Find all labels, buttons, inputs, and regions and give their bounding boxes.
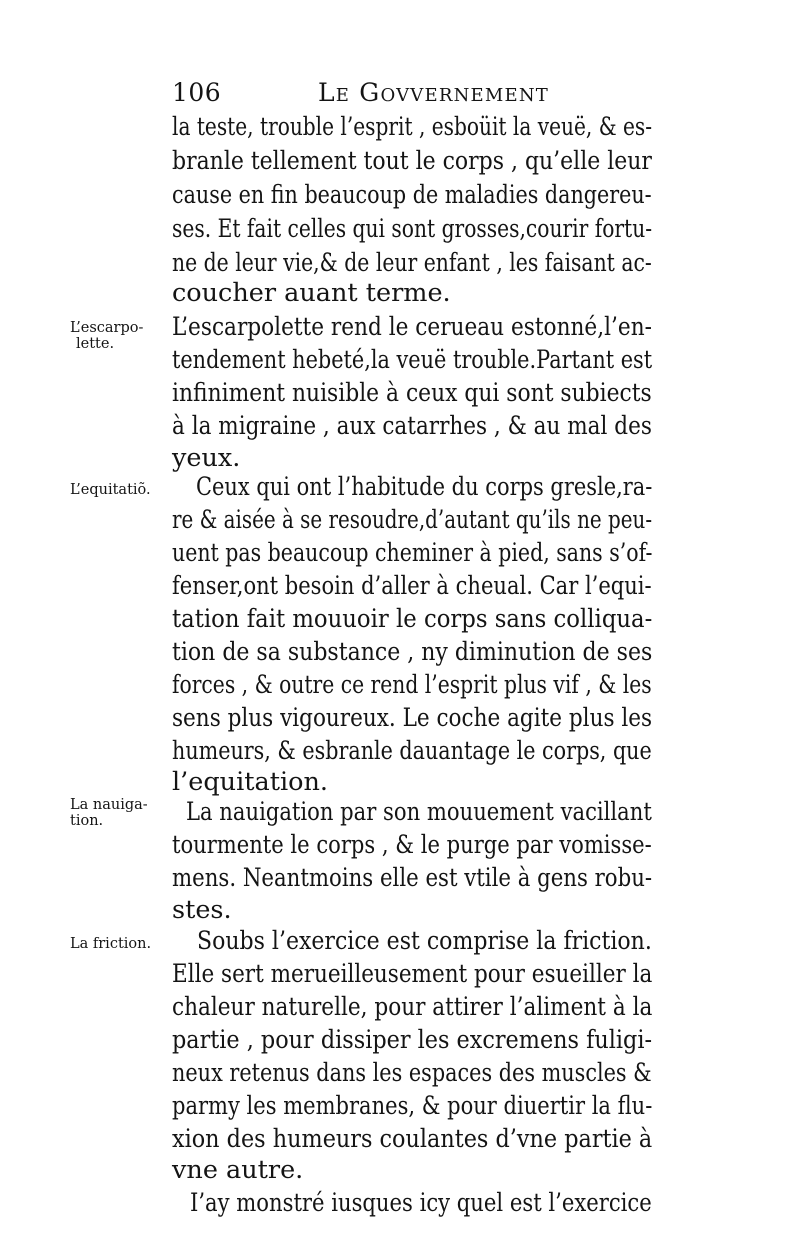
margin-note-friction xyxy=(70,936,180,952)
margin-note-line: L’escarpo- xyxy=(70,320,144,336)
text-line: La nauigation par son mouuement vacillant xyxy=(186,797,652,827)
text-line: partie , pour dissiper les excremens fuligi- xyxy=(172,1025,653,1055)
text-line: tourmente le corps , & le purge par vomisse- xyxy=(172,830,652,860)
text-line: stes. xyxy=(172,895,232,925)
text-line: L’escarpolette rend le cerueau estonné,l’en- xyxy=(172,312,652,342)
text-line: chaleur naturelle, pour attirer l’aliment à la xyxy=(172,992,653,1022)
text-line: neux retenus dans les espaces des muscles & xyxy=(172,1058,652,1088)
text-line: Soubs l’exercice est comprise la friction. xyxy=(197,926,652,956)
margin-note-escarpolette xyxy=(70,320,180,352)
margin-note-nauigation xyxy=(70,797,180,829)
margin-note-line: La friction. xyxy=(70,936,152,952)
text-line: infiniment nuisible à ceux qui sont subiects xyxy=(172,378,652,408)
running-head: Le Govvernement xyxy=(318,78,550,107)
margin-note-line: La nauiga- xyxy=(70,797,148,813)
text-line: Elle sert merueilleusement pour esueiller la xyxy=(172,959,653,989)
text-line: forces , & outre ce rend l’esprit plus vif , & les xyxy=(172,670,652,700)
text-line: xion des humeurs coulantes d’vne partie à xyxy=(172,1124,653,1154)
text-line: la teste, trouble l’esprit , esboüit la veuë, & es- xyxy=(172,112,653,142)
text-line: uent pas beaucoup cheminer à pied, sans s’of- xyxy=(172,538,653,568)
page-header xyxy=(172,78,652,114)
text-line: mens. Neantmoins elle est vtile à gens robu- xyxy=(172,863,653,893)
text-line: branle tellement tout le corps , qu’elle leur xyxy=(172,146,652,176)
text-line: yeux. xyxy=(172,443,241,473)
text-line: l’equitation. xyxy=(172,767,328,797)
text-line: humeurs, & esbranle dauantage le corps, que xyxy=(172,736,652,766)
text-line: tendement hebeté,la veuë trouble.Partant est xyxy=(172,345,653,375)
text-line: cause en fin beaucoup de maladies dangereu- xyxy=(172,180,652,210)
page-number: 106 xyxy=(172,78,222,107)
text-line: re & aisée à se resoudre,d’autant qu’ils ne peu- xyxy=(172,505,653,535)
text-line: vne autre. xyxy=(172,1155,304,1185)
text-line: fenser,ont besoin d’aller à cheual. Car l’equi- xyxy=(172,571,652,601)
text-line: tation fait mouuoir le corps sans colliqua- xyxy=(172,604,653,634)
text-line: ne de leur vie,& de leur enfant , les faisant ac- xyxy=(172,248,652,278)
margin-note-line: L’equitatiõ. xyxy=(70,482,151,498)
text-line: Ceux qui ont l’habitude du corps gresle,ra- xyxy=(196,472,653,502)
text-line: sens plus vigoureux. Le coche agite plus les xyxy=(172,703,653,733)
margin-note-line: tion. xyxy=(70,813,104,829)
text-line: parmy les membranes, & pour diuertir la flu- xyxy=(172,1091,653,1121)
text-line: tion de sa substance , ny diminution de ses xyxy=(172,637,653,667)
margin-note-equitation xyxy=(70,482,180,498)
text-line: ses. Et fait celles qui sont grosses,courir fortu- xyxy=(172,214,653,244)
margin-note-line: lette. xyxy=(76,336,115,352)
text-line: coucher auant terme. xyxy=(172,278,451,308)
text-line: à la migraine , aux catarrhes , & au mal des xyxy=(172,411,652,441)
text-line: I’ay monstré iusques icy quel est l’exercice xyxy=(190,1188,652,1218)
